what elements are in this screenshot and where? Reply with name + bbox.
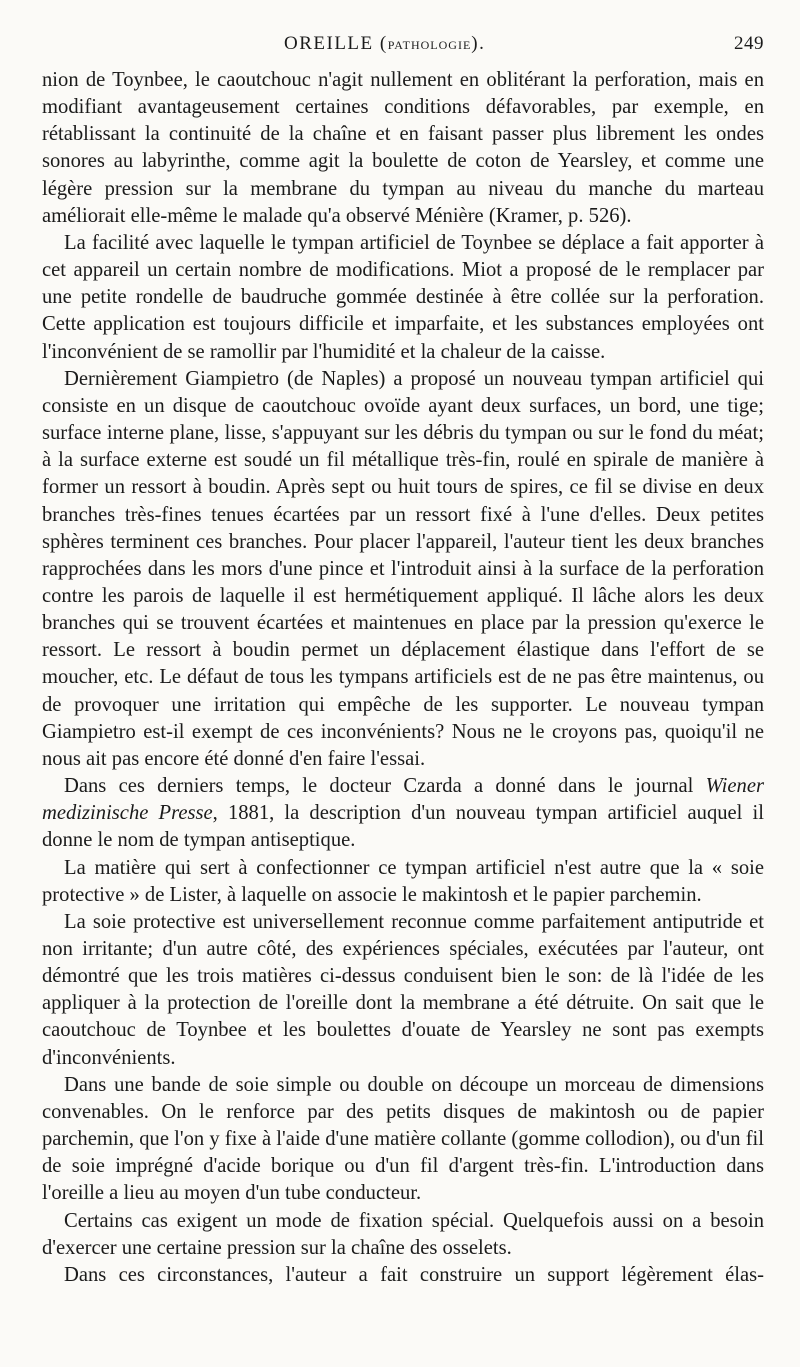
paragraph: Certains cas exigent un mode de fixation spécial. Quelquefois aussi on a besoin d'exercer une certaine pression sur la chaîne des osselets. <box>42 1209 764 1259</box>
running-title-main: OREILLE ( <box>284 33 388 54</box>
paragraph-text: , 1881, la description d'un nouveau tympan artificiel auquel il donne le nom de tympan antiseptique. <box>42 802 764 852</box>
running-title-end: ). <box>471 33 486 54</box>
running-head <box>42 33 764 63</box>
paragraph-text: Dans ces derniers temps, le docteur Czarda a donné dans le journal <box>64 775 706 798</box>
journal-title: Wiener medizinische Presse <box>42 775 764 825</box>
page-number: 249 <box>734 33 764 54</box>
body-text <box>42 67 764 1289</box>
running-title-smallcaps: PATHOLOGIE <box>387 38 472 52</box>
paragraph-continues-next-page: Dans ces circonstances, l'auteur a fait construire un support légèrement élas- <box>64 1263 764 1286</box>
paragraph: La soie protective est universellement reconnue comme parfaitement antiputride et non irritante; d'un autre côté, des expériences spéciales, exécutées par l'auteur, ont démontré que les trois matières ci-dessus conduisent bien le son: de là l'idée de les appliquer à la protection de l'oreille dont la membrane a été détruite. On sait que le caoutchouc de Toynbee et les boulettes d'ouate de Yearsley ne sont pas exempts d'inconvénients. <box>42 910 764 1069</box>
paragraph: La matière qui sert à confectionner ce tympan artificiel n'est autre que la « soie protective » de Lister, à laquelle on associe le makintosh et le papier parchemin. <box>42 856 764 906</box>
book-page <box>42 0 764 1367</box>
paragraph: Dans une bande de soie simple ou double on découpe un morceau de dimensions convenables. On le renforce par des petits disques de makintosh ou de papier parchemin, que l'on y fixe à l'aide d'une matière collante (gomme collodion), ou d'un fil de soie imprégné d'acide borique ou d'un fil d'argent très-fin. L'introduction dans l'oreille a lieu au moyen d'un tube conducteur. <box>42 1073 764 1205</box>
running-title <box>284 33 485 55</box>
paragraph-continued: nion de Toynbee, le caoutchouc n'agit nullement en oblitérant la perforation, mais en modifiant avantageusement certaines conditions défavorables, par exemple, en rétablissant la continuité de la chaîne et en faisant passer plus librement les ondes sonores au labyrinthe, comme agit la boulette de coton de Yearsley, et comme une légère pression sur la membrane du tympan au niveau du manche du marteau améliorait elle-même le malade qu'a observé Ménière (Kramer, p. 526). <box>42 69 764 227</box>
paragraph: Dernièrement Giampietro (de Naples) a proposé un nouveau tympan artificiel qui consiste en un disque de caoutchouc ovoïde ayant deux surfaces, un bord, une tige; surface interne plane, lisse, s'appuyant sur les débris du tympan ou sur le fond du méat; à la surface externe est soudé un fil métallique très-fin, roulé en spirale de manière à former un ressort à boudin. Après sept ou huit tours de spires, ce fil se divise en deux branches très-fines tenues écartées par un ressort fixé à l'une d'elles. Deux petites sphères terminent ces branches. Pour placer l'appareil, l'auteur tient les deux branches rapprochées dans les mors d'une pince et l'introduit ainsi à la surface de la perforation contre les parois de laquelle il est hermétiquement appliqué. Il lâche alors les deux branches qui se trouvent écartées et maintenues en place par la pression qu'exerce le ressort. Le ressort à boudin permet un déplacement élastique dans l'effort de se moucher, etc. Le défaut de tous les tympans artificiels est de ne pas être maintenus, ou de provoquer une irritation qui empêche de les supporter. Le nouveau tympan Giampietro est-il exempt de ces inconvénients? Nous ne le croyons pas, quoiqu'il ne nous ait pas encore été donné d'en faire l'essai. <box>42 367 764 770</box>
paragraph: La facilité avec laquelle le tympan artificiel de Toynbee se déplace a fait apporter à cet appareil un certain nombre de modifications. Miot a proposé de le remplacer par une petite rondelle de baudruche gommée destinée à être collée sur la perforation. Cette application est toujours difficile et imparfaite, et les substances employées ont l'inconvénient de se ramollir par l'humidité et la chaleur de la caisse. <box>42 231 764 363</box>
paragraph-czarda <box>42 773 764 854</box>
